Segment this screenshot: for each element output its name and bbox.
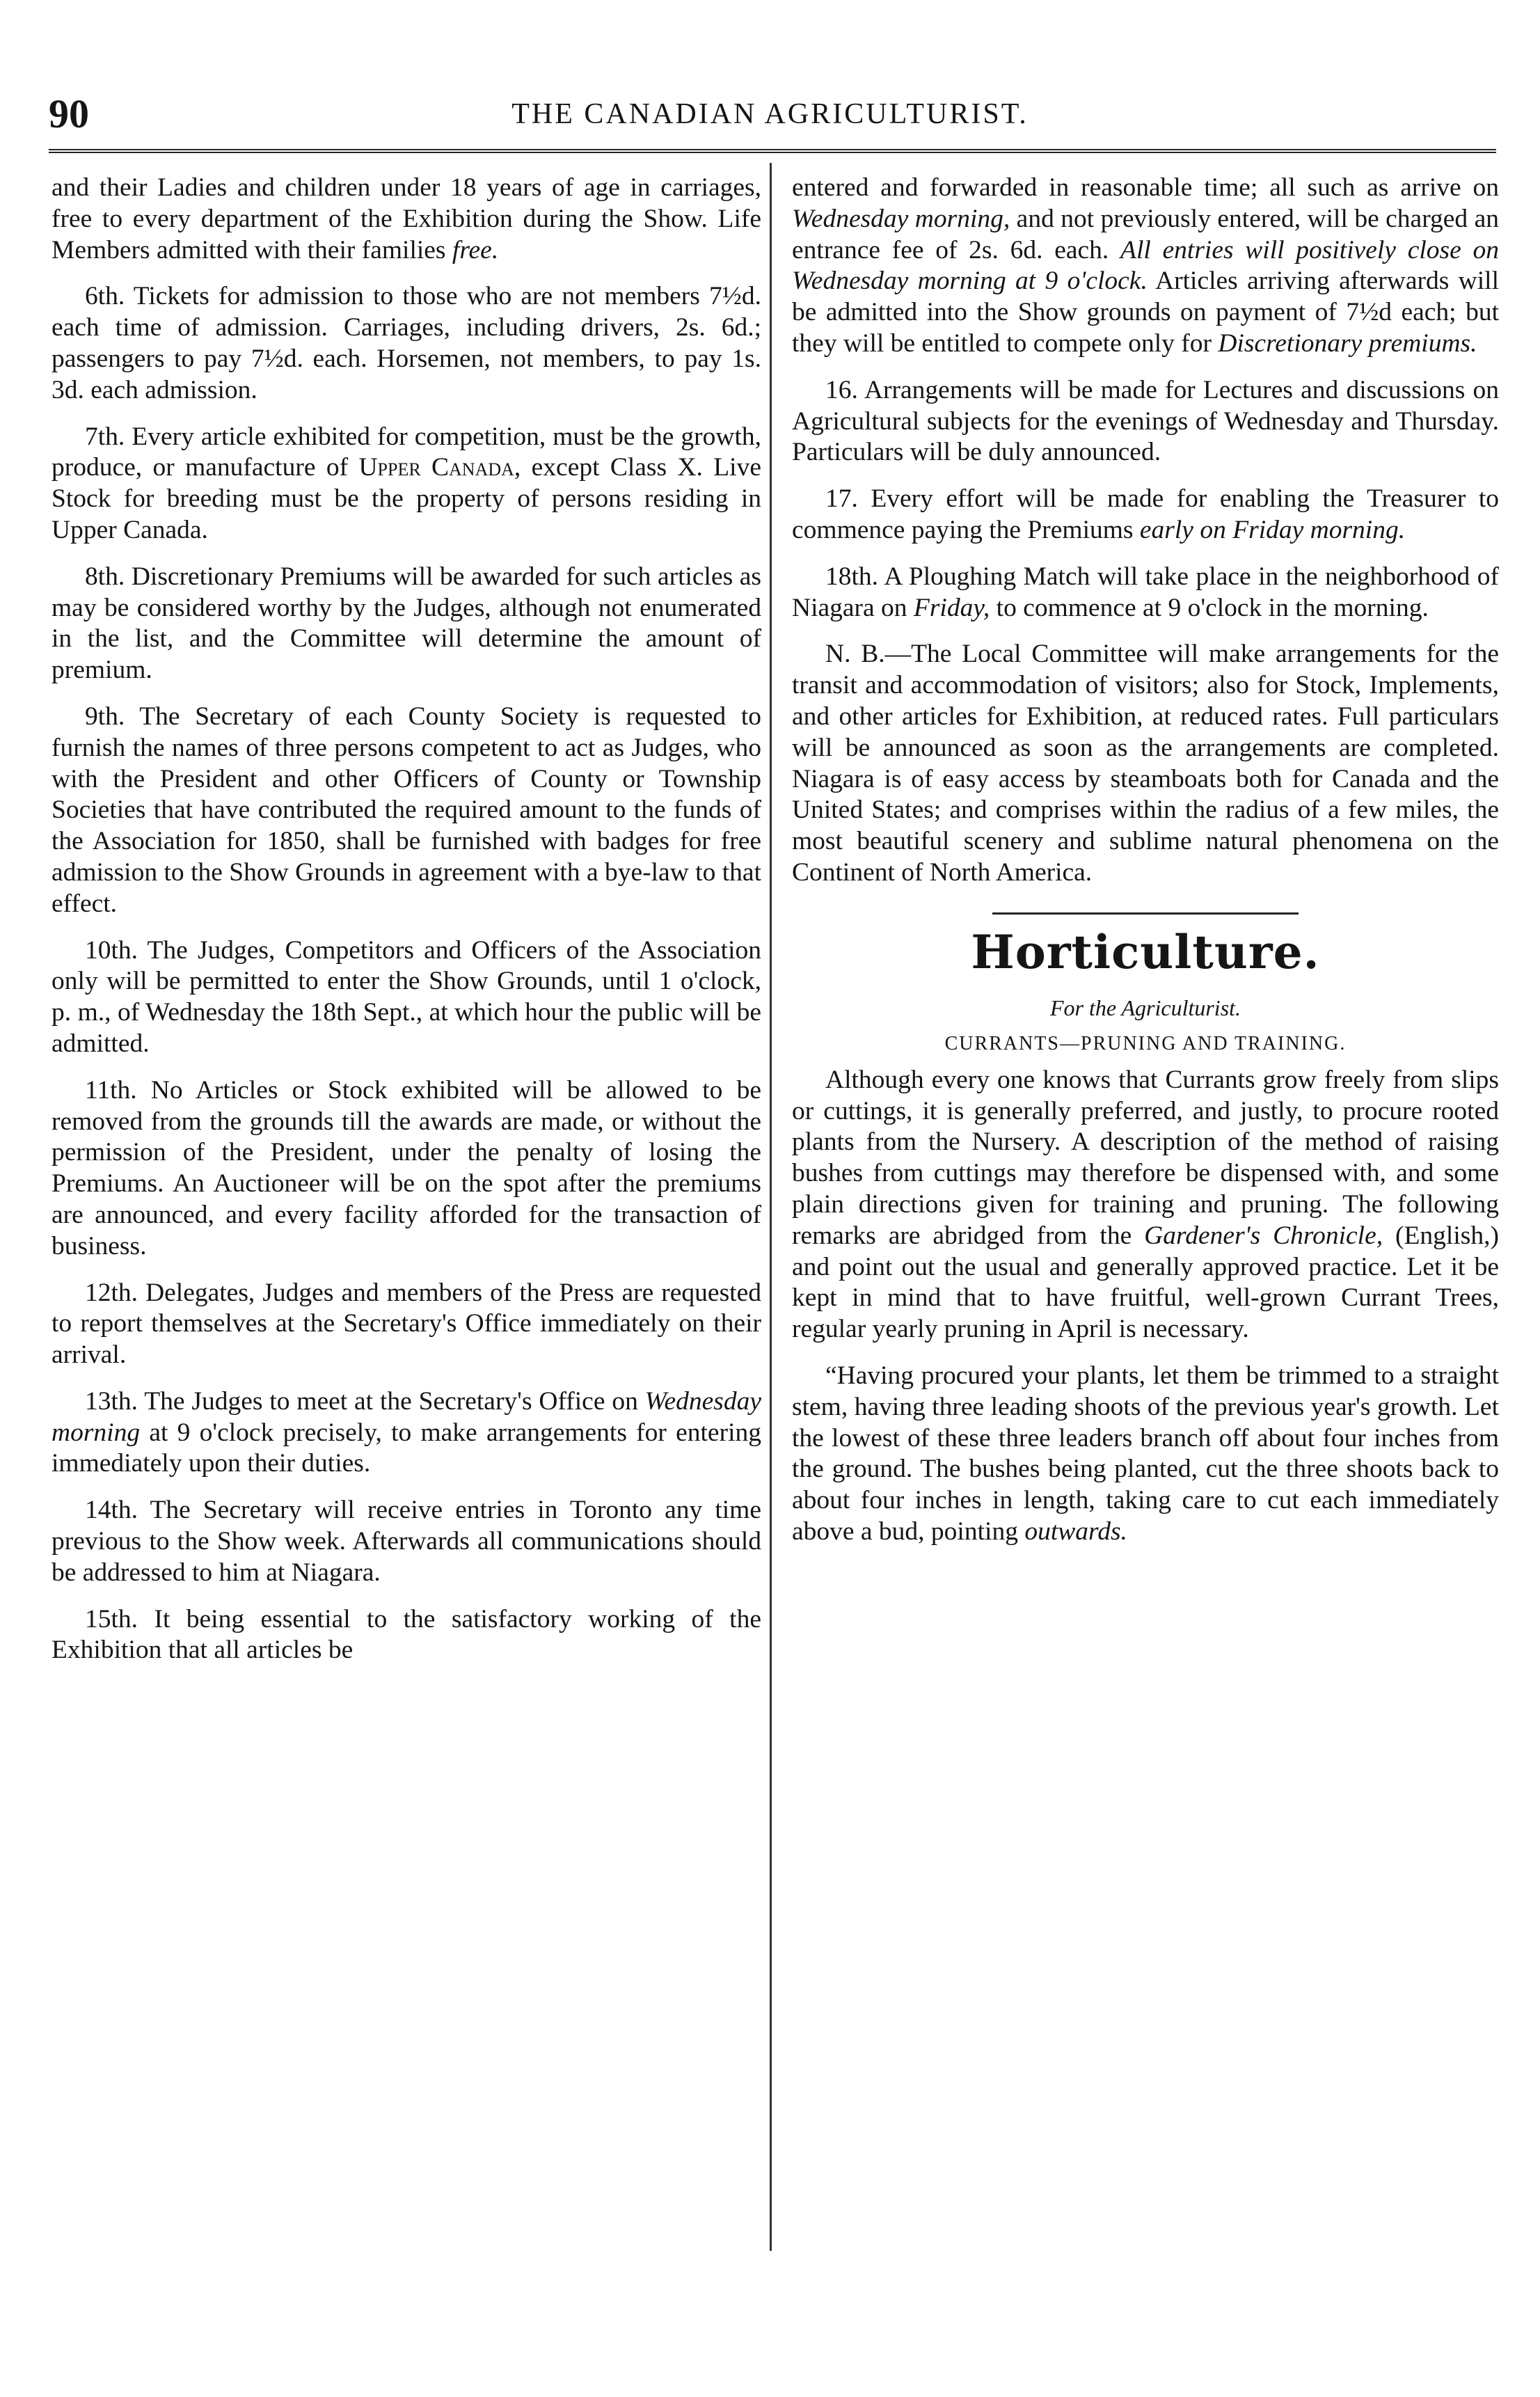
paragraph-continuation [51, 173, 761, 266]
italic-text: Gardener's Chronicle, [1144, 1221, 1383, 1250]
rule-18 [792, 562, 1499, 624]
rule-16: 16. Arrangements will be made for Lectures and discussions on Agricultural subjects for the evenings of Wednesday and Thursday. Particulars will be duly announced. [792, 375, 1499, 467]
horticulture-paragraph-2 [792, 1361, 1499, 1548]
article-subhead: CURRANTS—PRUNING AND TRAINING. [944, 1032, 1347, 1054]
rule-11: 11th. No Articles or Stock exhibited will be allowed to be removed from the grounds till the awards are made, or without the permission of the President, under the penalty of losing the Premiums. An Auctioneer will be on the spot after the premiums are announced, and every facility afforded for the transaction of business. [51, 1075, 761, 1260]
rule-14: 14th. The Secretary will receive entries in Toronto any time previous to the Show week. Afterwards all communications should be addressed to him at Niagara. [51, 1496, 761, 1587]
running-title: THE CANADIAN AGRICULTURIST. [511, 98, 1029, 130]
page-header [49, 90, 1491, 139]
text: 18th. A Ploughing Match will take place in the neighborhood of Niagara on [792, 562, 1499, 622]
italic-text: Wednesday morning [51, 1386, 761, 1447]
italic-text: early on Friday morning. [1139, 515, 1406, 544]
left-column [51, 173, 761, 1682]
text: (English,) and point out the usual and generally approved practice. Let it be kept in mind that to have fruitful, well-grown Currant Trees, regular yearly pruning in April is necessary. [792, 1221, 1499, 1344]
text: Although every one knows that Currants grow freely from slips or cuttings, it is generally preferred, and justly, to procure rooted plants from the Nursery. A description of the method of raising bushes from cuttings may therefore be dispensed with, and some plain directions given for training and pruning. The following remarks are abridged from the [792, 1065, 1499, 1250]
section-title: Horticulture. [971, 924, 1320, 979]
column-divider [770, 163, 772, 2251]
text: “Having procured your plants, let them be trimmed to a straight stem, having three leading shoots of the previous year's growth. Let the lowest of these three leaders branch off about four inches from the ground. The bushes being planted, cut the three shoots back to about four inches in length, taking care to cut each immediately above a bud, pointing [792, 1361, 1499, 1546]
byline [792, 994, 1499, 1022]
rule-15-continuation [792, 173, 1499, 360]
rule-15: 15th. It being essential to the satisfactory working of the Exhibition that all articles be [51, 1604, 761, 1665]
rule-12: 12th. Delegates, Judges and members of the Press are requested to report themselves at the Secretary's Office immediately on their arrival. [51, 1278, 761, 1370]
text: 17. Every effort will be made for enabling the Treasurer to commence paying the Premiums [792, 484, 1499, 544]
rule-9: 9th. The Secretary of each County Society is requested to furnish the names of three persons competent to act as Judges, who with the President and other Officers of County or Township Societies that have contributed the required amount to the funds of the Association for 1850, shall be furnished with badges for free admission to the Show Grounds in agreement with a bye-law to that effect. [51, 702, 761, 918]
text: entered and forwarded in reasonable time; all such as arrive on [792, 173, 1499, 202]
text: and not previously entered, will be charged an entrance fee of 2s. 6d. each. [792, 204, 1499, 264]
italic-text: For the Agriculturist. [1049, 995, 1241, 1020]
header-rule [49, 149, 1496, 153]
text: 13th. The Judges to meet at the Secretary's Office on [85, 1386, 645, 1416]
italic-text: Discretionary premiums. [1218, 329, 1477, 358]
rule-10: 10th. The Judges, Competitors and Officers of the Association only will be permitted to enter the Show Grounds, until 1 o'clock, p. m., of Wednesday the 18th Sept., at which hour the public will be admitted. [51, 935, 761, 1058]
text: to commence at 9 o'clock in the morning. [990, 593, 1429, 622]
nota-bene: N. B.—The Local Committee will make arrangements for the transit and accommodation of visitors; also for Stock, Implements, and other articles for Exhibition, at reduced rates. Full particulars will be announced as soon as the arrangements are completed. Niagara is of easy access by steamboats both for Canada and the United States; and comprises within the radius of a few miles, the most beautiful scenery and sublime natural phenomena on the Continent of North America. [792, 640, 1499, 887]
text: 7th. Every article exhibited for competition, must be the growth, produce, or manufacture of [51, 422, 761, 482]
section-rule [992, 912, 1299, 915]
small-caps-text: Upper Canada [358, 453, 514, 482]
rule-6: 6th. Tickets for admission to those who are not members 7½d. each time of admission. Carriages, including drivers, 2s. 6d.; passengers to pay 7½d. each. Horsemen, not members, to pay 1s. 3d. each admission. [51, 282, 761, 404]
italic-text: Wednesday morning, [792, 204, 1010, 233]
right-column [792, 173, 1499, 1563]
text: , except Class X. Live Stock for breeding must be the property of persons residing in Upper Canada. [51, 453, 761, 544]
text: Articles arriving afterwards will be admitted into the Show grounds on payment of 7½d each; but they will be entitled to compete only for [792, 267, 1499, 358]
italic-text: free. [452, 235, 499, 264]
page-number: 90 [49, 91, 89, 136]
text: and their Ladies and children under 18 years of age in carriages, free to every department of the Exhibition during the Show. Life Members admitted with their families [51, 173, 761, 264]
rule-7 [51, 422, 761, 546]
text: at 9 o'clock precisely, to make arrangements for entering immediately upon their duties. [51, 1418, 761, 1478]
italic-text: Friday, [913, 593, 990, 622]
italic-text: All entries will positively close on Wednesday morning at 9 o'clock. [792, 235, 1500, 296]
horticulture-paragraph-1 [792, 1065, 1499, 1345]
rule-8: 8th. Discretionary Premiums will be awarded for such articles as may be considered worthy by the Judges, although not enumerated in the list, and the Committee will determine the amount of premium. [51, 562, 761, 685]
italic-text: outwards. [1024, 1517, 1127, 1546]
rule-17 [792, 484, 1499, 546]
rule-13 [51, 1386, 761, 1480]
